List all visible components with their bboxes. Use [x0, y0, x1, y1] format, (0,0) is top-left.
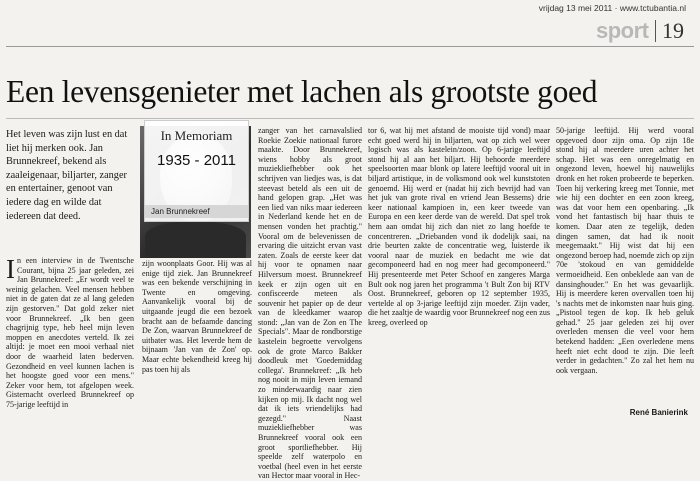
page-number: 19 [662, 18, 684, 43]
headline-rule [6, 118, 694, 119]
column-1-text: n een interview in de Twentsche Courant, bijna 25 jaar geleden, zei Jan Brunnekreef: „Er wordt veel te weinig gelachen. Veel mensen hebben niet in de gaten dat ze al lang geleden zijn gestorven." Dat gold zeker niet voor Brunnekreef. „Ik ben geen chagrijnig type, heb heel mijn leven moppen en anecdotes verteld. Ik zei altijd: je moet een mooi verhaal niet door de waarheid laten bederven. Gezondheid en veel kunnen lachen is het hoogste goed voor een mens." Zeker voor hem, tot afgelopen week. Gisternacht overleed Brunnekreef op 75-jarige leeftijd in [6, 256, 134, 409]
memoriam-name: Jan Brunnekreef [145, 205, 248, 218]
article-intro: Het leven was zijn lust en dat liet hij merken ook. Jan Brunnekreef, bekend als zaaleigenaar, biljarter, zanger en entertainer, genoot van iedere dag en wilde dat iedereen dat deed. [6, 129, 128, 222]
byline: René Banierink [629, 408, 688, 417]
drop-cap: I [6, 254, 15, 284]
top-rule [6, 46, 694, 47]
dateline: vrijdag 13 mei 2011 · www.tctubantia.nl [538, 3, 686, 13]
article-column-1 [6, 256, 134, 410]
memoriam-title: In Memoriam [160, 128, 233, 143]
page-header [0, 0, 700, 22]
article-column-4: tor 6, wat hij met afstand de mooiste tijd vond) maar echt goed werd hij in biljarten, wat op zich wel weer logisch was als kastelein/zoon. Op 6-jarige leeftijd stond hij al aan het biljart. Hij behoorde meerdere speelsoorten maar blonk op latere leeftijd vooral uit in biljard artistique, in de volksmond ook wel kunststoten genoemd. Hij werd er (nadat hij zich bevrijd had van het juk van grote rival en vriend Jean Bessems) drie keer nationaal kampioen in, een keer tweede van Europa en een keer derde van de wereld. Dat spel trok hem aan omdat hij zich dan niet zo lang hoefde te concentreren. „Driebanden vond ik dodelijk saai, na drie beurten zakte de concentratie weg, luisterde ik vooral naar de muziek en bedacht me wie dat gecomponeerd had en nog meer had gecomponeerd." Hij presenteerde met Peter Schoof en zangeres Marga Bult ook nog jaren het programma 't Bult Zon bij RTV Oost. Brunnekreef, geboren op 12 september 1935, vertelde al op 3-jarige leeftijd zijn moeder. Zijn vader, die het zaaltje de waardig voor Brunnekreef nog een zus kreeg, overleed op [368, 126, 550, 327]
section-name: sport [596, 18, 649, 43]
article-column-3: zanger van het carnavalslied Roekie Zoekie nationaal furore maakte. Door Brunnekreef, wiens hobby als groot muziekliefhebber ook het schrijven van liedjes was, is dat steevast beteld als een uit de hand gelopen grap. „Het was een lied van niks maar iedereen in Nederland kende het en de mensen vonden het prachtig." Vooral om de belevenissen de ervaring die uitzicht ervan vast zaten. Zoals de eerste keer dat hij voor te opnamen naar Hilversum moest. Brunnekreef keek er zijn ogen uit en confisceerde meteen als souvenir het papier op de deur van de kleedkamer waarop stond: „Jan van de Zon en The Specials". Maar de rondborstige kastelein begroette vervolgens ook de grote Marco Bakker doodleuk met 'Goedemiddag collega'. Brunnekreef: „Ik heb nog nooit in mijn leven iemand zo minderwaardig naar zien kijken op mij. Ik dacht nog wel dat ik iets vriendelijks had gezegd." Naast muziekliefhebber was Brunnekreef vooral ook een groot sportliefhebber. Hij speelde zelf waterpolo en voetbal (heel even in het eerste van Hector maar vooral in Hec- [258, 126, 362, 481]
memoriam-box [144, 120, 249, 222]
article-column-2: zijn woonplaats Goor. Hij was al enige tijd ziek. Jan Brunnekreef was een bekende verschijning in Twente en omgeving. Aanvankelijk vooral bij de uitgaande jeugd die een bezoek bracht aan de befaamde dancing De Zon, waarvan Brunnekreef de uitbater was. Het leverde hem de bijnaam 'Jan van de Zon' op. Maar echte bekendheid kreeg hij pas toen hij als [142, 259, 252, 374]
headline: Een levensgenieter met lachen als grootste goed [6, 74, 598, 109]
article-column-5: 50-jarige leeftijd. Hij werd vooral opgevoed door zijn oma. Op zijn 18e stond hij al meerdere uren achter het schap. Het was een onregelmatig en ongezond leven, hoewel hij nauwelijks dronk en het roken probeerde te beperken. Toen hij verkering kreeg met Tonnie, met wie hij een dochter en een zoon kreeg, was dat voor hem een openbaring. „Ik vond het fantastisch bij haar thuis te komen. Daar aten ze tegelijk, deden dingen samen, dat had ik nooit meegemaakt." Hij wist dat hij een ongezond beroep had, noemde zich op zijn 70e 'stokoud en van gemiddelde vermoeidheid. Een onbeklede aan van de dansinghouder." En het was gevaarlijk. Hij is meerdere keren overvallen toen hij 's nachts met de inkomsten naar huis ging. „Pistool tegen de kop. Ik heb geluk gehad." 25 jaar geleden zei hij over overleden mensen die veel voor hem betekend hadden: „Een overledene mens heeft niet echt dood te zijn. Die leeft verder in gedachten." Zo zal het hem nu ook vergaan. [556, 126, 694, 375]
portrait-shoulders [145, 222, 246, 258]
section-divider [655, 20, 657, 42]
section-label [596, 18, 684, 44]
memoriam-years: 1935 - 2011 [157, 152, 236, 169]
